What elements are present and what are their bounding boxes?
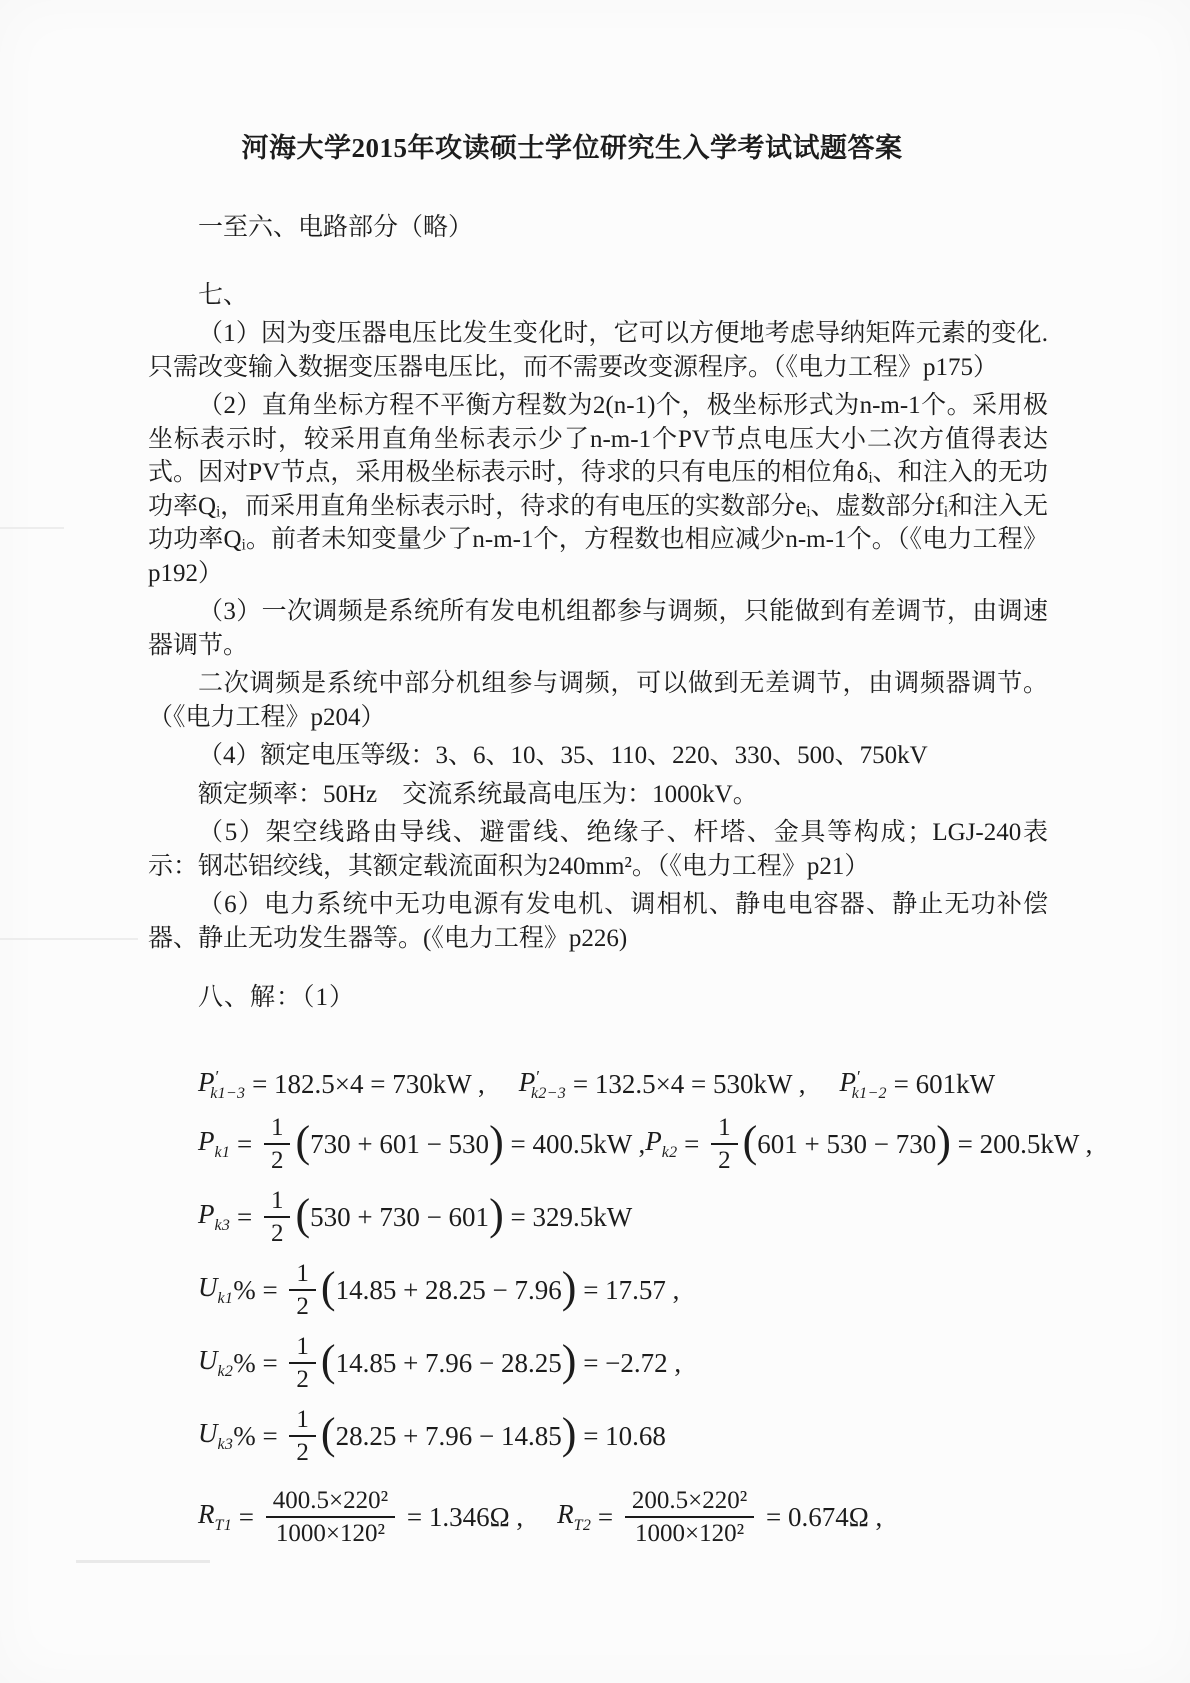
math-text: = 182.5×4 = 730kW , [245,1069,485,1099]
math-variable: $U_{k3}$ [198,1418,234,1453]
math-bracket: ( [320,1335,336,1385]
math-text: = 0.674Ω , [759,1501,883,1532]
math-variable: $U_{k2}$ [198,1345,234,1380]
document-content [148,0,1093,1549]
math-variable: $P'_{k2-3}$ [518,1066,567,1102]
scan-artifact [0,527,64,529]
math-text: = 1.346Ω , [400,1501,524,1532]
math-text: 28.25 + 7.96 − 14.85 [335,1420,562,1451]
formula-row [198,1259,1048,1322]
formula-row [198,1405,1048,1468]
math-text: = 10.68 [576,1420,666,1451]
math-text: 14.85 + 7.96 − 28.25 [335,1347,562,1378]
answer-paragraph-1: （1）因为变压器电压比发生变化时，它可以方便地考虑导纳矩阵元素的变化.只需改变输入数据变压器电压比，而不需要改变源程序。（《电力工程》p175） [148,320,1048,381]
section8-heading: 八、解：（1） [198,984,356,1011]
math-bracket: ( [295,1189,311,1239]
math-bracket: ) [561,1335,577,1385]
math-text: = 329.5kW [503,1201,633,1232]
math-text: 730 + 601 − 530 [310,1128,490,1159]
math-bracket: ( [320,1262,336,1312]
math-text: = 601kW [886,1069,996,1099]
math-text: % = [233,1347,285,1378]
scan-artifact [76,1560,210,1563]
math-fraction: $\frac{1}{2}$ [711,1113,738,1176]
math-bracket: ) [936,1116,951,1166]
answer-paragraph-3: （3）一次调频是系统所有发电机组都参与调频，只能做到有差调节，由调速器调节。 [148,598,1048,659]
math-text: % = [233,1274,285,1305]
math-text: = 17.57 , [576,1274,680,1305]
answer-paragraph-6: 额定频率：50Hz 交流系统最高电压为：1000kV。 [198,780,758,808]
math-text: = 200.5kW , [950,1128,1093,1159]
math-text: 601 + 530 − 730 [757,1128,937,1159]
math-fraction: $\frac{1}{2}$ [264,1186,291,1249]
math-bracket: ( [320,1408,336,1458]
answer-paragraph-5: （4）额定电压等级：3、6、10、35、110、220、330、500、750kV [198,742,928,769]
math-bracket: ) [489,1116,504,1166]
page-title: 河海大学2015年攻读硕士学位研究生入学考试试题答案 [241,133,903,163]
answer-paragraph-7: （5）架空线路由导线、避雷线、绝缘子、杆塔、金具等构成；LGJ-240表示：钢芯铝绞线，其额定载流面积为240mm²。（《电力工程》p21） [148,819,1048,880]
math-text: = 400.5kW , [503,1128,646,1159]
answer-paragraph-2: （2）直角坐标方程不平衡方程数为2(n-1)个，极坐标形式为n-m-1个。采用极坐标表示时，较采用直角坐标表示少了n-m-1个PV节点电压大小二次方值得表达式。因对PV节点，采用极坐标表示时，待求的只有电压的相位角δᵢ、和注入的无功功率Qᵢ，而采用直角坐标表示时，待求的有电压的实数部分eᵢ、虚数部分fᵢ和注入无功功率Qᵢ。前者未知变量少了n-m-1个，方程数也相应减少n-m-1个。（《电力工程》p192） [148,392,1048,587]
math-fraction: $\frac{1}{2}$ [289,1405,316,1468]
scan-artifact [0,938,138,940]
formula-block [198,1066,1093,1549]
math-variable: $P_{k3}$ [198,1199,231,1234]
formula-row [198,1486,1048,1549]
math-fraction: $\frac{\text{200.5×220²}}{\text{1000×120²}}$ [625,1486,754,1549]
section7-heading: 七、 [198,281,249,309]
answer-paragraph-8: （6）电力系统中无功电源有发电机、调相机、静电电容器、静止无功补偿器、静止无功发生器等。(《电力工程》p226) [148,891,1048,952]
math-bracket: ) [561,1408,577,1458]
math-variable: $P_{k1}$ [198,1126,231,1161]
math-text: = 132.5×4 = 530kW , [566,1069,806,1099]
formula-row [198,1113,1093,1176]
math-bracket: ( [742,1116,758,1166]
math-text: 530 + 730 − 601 [310,1201,490,1232]
math-variable: $R_{T2}$ [557,1499,592,1534]
math-text: = [591,1501,620,1532]
math-variable: $P'_{k1-3}$ [198,1066,246,1102]
math-bracket: ) [489,1189,504,1239]
math-fraction: $\frac{1}{2}$ [289,1259,316,1322]
math-text: % = [233,1420,285,1451]
math-text: 14.85 + 28.25 − 7.96 [335,1274,562,1305]
math-fraction: $\frac{\text{400.5×220²}}{\text{1000×120²}}$ [266,1486,395,1549]
math-bracket: ) [561,1262,577,1312]
math-bracket: ( [295,1116,311,1166]
math-variable: $P_{k2}$ [645,1126,678,1161]
math-text: = [677,1128,707,1159]
math-text: = [232,1501,261,1532]
math-fraction: $\frac{1}{2}$ [264,1113,291,1176]
math-text: = −2.72 , [576,1347,682,1378]
math-variable: $R_{T1}$ [198,1499,232,1534]
math-fraction: $\frac{1}{2}$ [289,1332,316,1395]
formula-row [198,1186,1048,1249]
math-variable: $U_{k1}$ [198,1272,234,1307]
formula-row [198,1067,1048,1103]
formula-row [198,1332,1048,1395]
math-variable: $P'_{k1-2}$ [839,1066,887,1102]
intro-line: 一至六、电路部分（略） [198,214,474,241]
math-text: = [230,1128,259,1159]
math-text: = [230,1201,259,1232]
answer-paragraph-4: 二次调频是系统中部分机组参与调频，可以做到无差调节，由调频器调节。（《电力工程》p204） [148,670,1048,731]
